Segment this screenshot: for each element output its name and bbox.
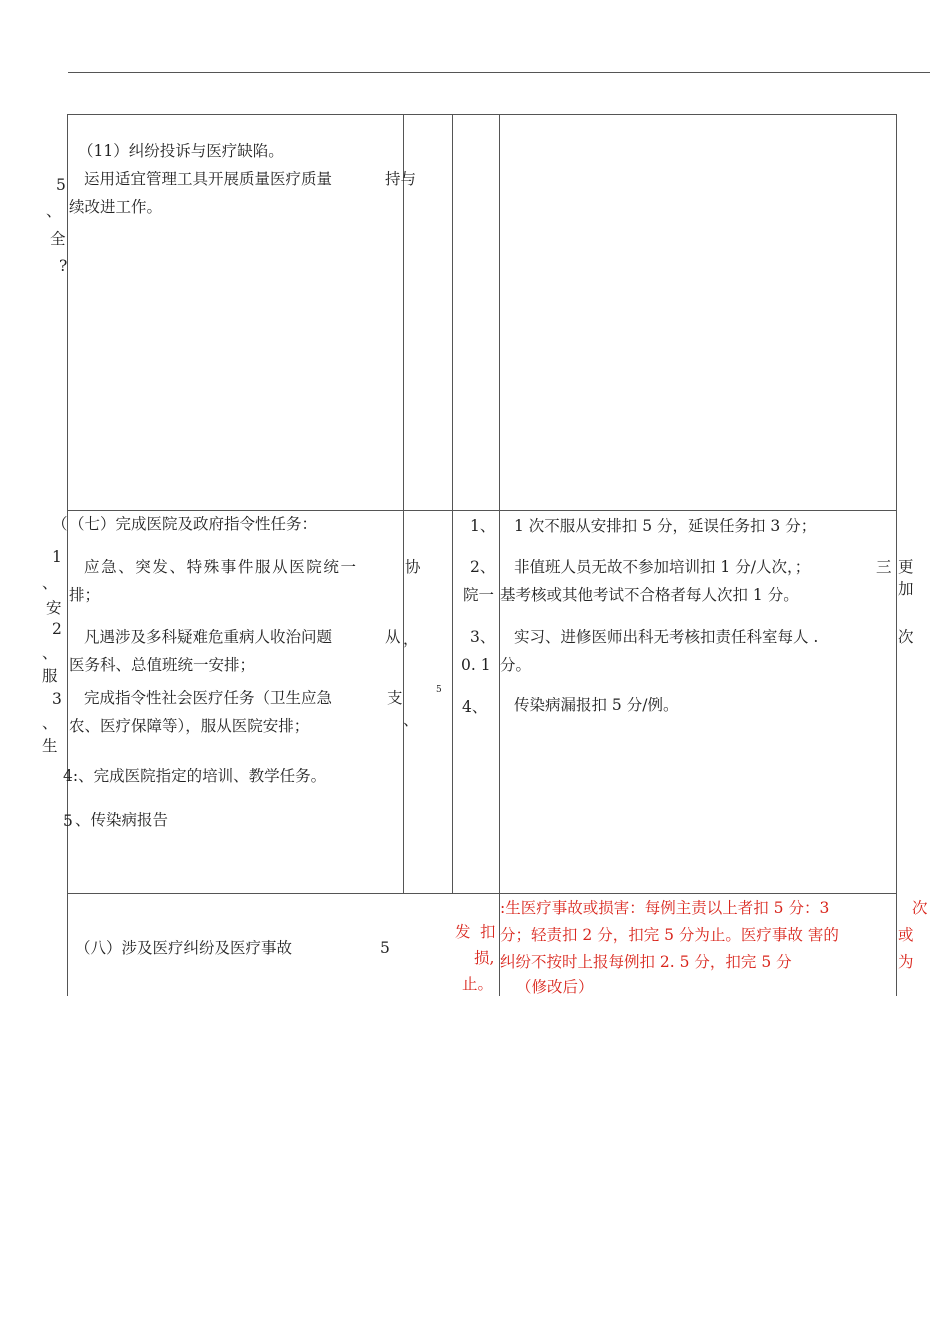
row7-rule1: 1 次不服从安排扣 5 分，延误任务扣 3 分；: [514, 517, 817, 535]
row8-right-wei: 为: [898, 953, 914, 971]
row7-title: （七）完成医院及政府指令性任务：: [69, 515, 318, 533]
col-border-mid-b: [499, 114, 500, 996]
row7-left-paren: （: [52, 515, 68, 533]
row7-left-dun3: 、: [42, 714, 58, 732]
row8-title: （八）涉及医疗纠纷及医疗事故: [75, 939, 293, 957]
row8-rule-line3: 纠纷不按时上报每例扣 2. 5 分，扣完 5 分: [500, 953, 792, 971]
row7-item1-a: 应急、突发、特殊事件服从医院统一: [84, 558, 358, 576]
row-divider-7: [67, 510, 897, 511]
row7-left-dun1: 、: [42, 574, 58, 592]
row7-left-an: 安: [46, 599, 62, 617]
row8-mid-sun: 损,: [474, 949, 495, 967]
row7-score-comma: ，: [403, 630, 419, 648]
row7-item3-a: 完成指令性社会医疗任务（卫生应急: [84, 689, 333, 707]
row7-rule2-san: 三: [876, 558, 892, 576]
row7-left-3: 3: [52, 690, 62, 708]
row7-left-dun2: 、: [42, 644, 58, 662]
row7-item3-zhi: 支: [387, 689, 403, 707]
row7-num-1: 1、: [470, 517, 496, 535]
row7-item5-num: 5: [63, 812, 73, 830]
col-border-right: [896, 114, 897, 996]
row11-left-dun: 、: [46, 202, 62, 220]
row7-item2-cong: 从: [385, 628, 401, 646]
row11-left-quan: 全: [50, 230, 66, 248]
row8-mid-fa: 发: [455, 923, 471, 941]
row7-item4: 4:、完成医院指定的培训、教学任务。: [63, 767, 327, 785]
row7-rule3b: 分。: [500, 656, 532, 674]
row7-item1-b: 排；: [69, 586, 101, 604]
row8-rule-line1: :生医疗事故或损害：每例主责以上者扣 5 分：3: [500, 899, 830, 917]
row8-right-huo: 或: [898, 926, 914, 944]
row7-num-4: 4、: [462, 698, 488, 716]
row7-num-2: 2、: [470, 558, 496, 576]
row7-item5: 、传染病报告: [75, 811, 169, 829]
row8-right-ci: 次: [912, 899, 928, 917]
row7-item3-b: 农、医疗保障等），服从医院安排；: [69, 717, 310, 735]
row7-right-geng: 更: [898, 558, 914, 576]
row7-left-sheng: 生: [42, 737, 58, 755]
header-rule: [68, 72, 930, 73]
row7-rule2b: 基考核或其他考试不合格者每人次扣 1 分。: [500, 586, 799, 604]
row7-left-fu: 服: [42, 667, 58, 685]
row7-item1-xie: 协: [405, 558, 421, 576]
row7-num-3b: 0. 1: [461, 656, 491, 674]
row-divider-8: [67, 893, 897, 894]
row8-rule-line2: 分；轻责扣 2 分，扣完 5 分为止。医疗事故 害的: [500, 926, 839, 944]
table-top-border: [67, 114, 897, 115]
col-border-left: [67, 114, 68, 996]
row8-score: 5: [380, 939, 390, 957]
row7-rule3: 实习、进修医师出科无考核扣责任科室每人 .: [514, 628, 819, 646]
row7-left-1: 1: [52, 548, 62, 566]
row7-right-ci: 次: [898, 628, 914, 646]
row11-left-q: ?: [59, 257, 68, 275]
row11-line1: （11）纠纷投诉与医疗缺陷。: [78, 142, 284, 160]
row8-mid-kou: 扣: [480, 923, 496, 941]
row11-line2-tail: 持与: [385, 170, 417, 188]
row7-right-jia: 加: [898, 580, 914, 598]
row7-rule2: 非值班人员无故不参加培训扣 1 分/人次，；: [514, 558, 811, 576]
row7-item2-b: 医务科、总值班统一安排；: [69, 656, 256, 674]
row7-score-dun: 、: [403, 711, 419, 729]
row11-line3: 续改进工作。: [69, 198, 163, 216]
row7-rule4: 传染病漏报扣 5 分/例。: [514, 696, 679, 714]
row11-left-5: 5: [56, 176, 66, 194]
row7-score-5: 5: [436, 685, 442, 695]
row7-num-3: 3、: [470, 628, 496, 646]
col-border-mid-a: [452, 114, 453, 893]
row7-left-2: 2: [52, 620, 62, 638]
col-border-score: [403, 114, 404, 893]
row8-rule-line4: （修改后）: [516, 978, 594, 996]
row11-line2: 运用适宜管理工具开展质量医疗质量: [84, 170, 333, 188]
row7-num-2b: 院一: [463, 586, 495, 604]
row8-mid-zhi: 止。: [462, 975, 494, 993]
row7-item2-a: 凡遇涉及多科疑难危重病人收治问题: [84, 628, 333, 646]
